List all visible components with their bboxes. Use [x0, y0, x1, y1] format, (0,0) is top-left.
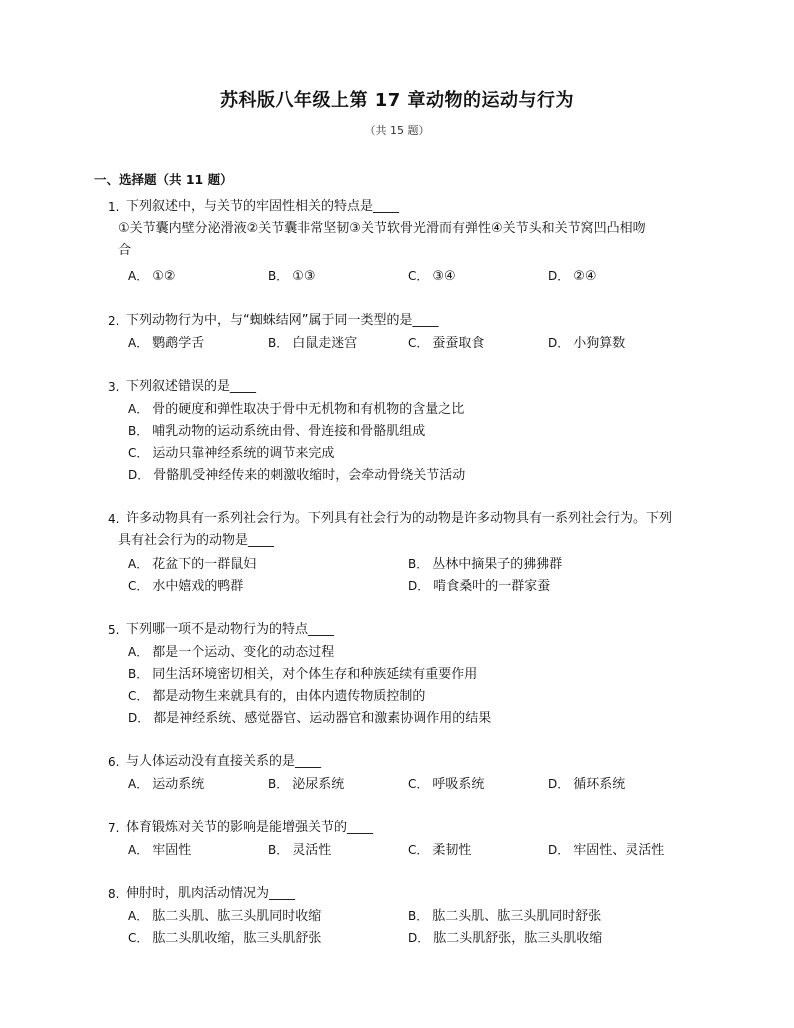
option-d: D． 循环系统 — [548, 777, 626, 792]
option-c: C． 蚕蚕取食 — [408, 336, 485, 351]
question-stem: 下列叙述错误的是____ — [126, 379, 257, 394]
option-c: C． 都是动物生来就具有的，由体内遗传物质控制的 — [128, 689, 426, 704]
option-b: B． 灵活性 — [268, 843, 332, 858]
option-b: B． 同生活环境密切相关，对个体生存和种族延续有重要作用 — [128, 667, 478, 682]
question-number: 1. — [108, 200, 120, 214]
option-d: D． 啃食桑叶的一群家蚕 — [408, 579, 551, 594]
question-5 — [108, 619, 718, 641]
option-b: B． 泌尿系统 — [268, 777, 345, 792]
option-c: C． 呼吸系统 — [408, 777, 485, 792]
question-7 — [108, 817, 718, 839]
question-count: （共 15 题） — [364, 124, 430, 137]
question-1 — [108, 196, 718, 262]
question-stem: 与人体运动没有直接关系的是____ — [126, 754, 322, 769]
option-a: A． 运动系统 — [128, 777, 205, 792]
question-stem: 下列动物行为中，与“蜘蛛结网”属于同一类型的是____ — [126, 313, 439, 328]
option-a: A． 牢固性 — [128, 843, 192, 858]
question-stem: 许多动物具有一系列社会行为。下列具有社会行为的动物是许多动物具有一系列社会行为。下列 — [126, 511, 673, 526]
question-6 — [108, 751, 718, 773]
option-a: A． 骨的硬度和弹性取决于骨中无机物和有机物的含量之比 — [128, 402, 465, 417]
question-number: 5. — [108, 623, 120, 637]
option-d: D． 都是神经系统、感觉器官、运动器官和激素协调作用的结果 — [128, 711, 492, 726]
question-stem-continued: 具有社会行为的动物是____ — [118, 533, 275, 548]
option-b: B． 丛林中摘果子的狒狒群 — [408, 557, 563, 572]
option-a: A． 花盆下的一群鼠妇 — [128, 557, 257, 572]
option-d: D． 小狗算数 — [548, 336, 626, 351]
question-3 — [108, 376, 718, 398]
option-b: B． 肱二头肌、肱三头肌同时舒张 — [408, 909, 602, 924]
question-stem-continued: ①关节囊内壁分泌滑液②关节囊非常坚韧③关节软骨光滑而有弹性④关节头和关节窝凹凸相吻 — [118, 221, 646, 236]
question-stem-continued: 合 — [118, 243, 132, 258]
question-stem: 下列叙述中，与关节的牢固性相关的特点是____ — [126, 199, 400, 214]
question-number: 4. — [108, 512, 120, 526]
option-d: D． 牢固性、灵活性 — [548, 843, 665, 858]
option-d: D． 骨骼肌受神经传来的刺激收缩时，会牵动骨绕关节活动 — [128, 468, 466, 483]
question-number: 3. — [108, 380, 120, 394]
question-number: 2. — [108, 314, 120, 328]
option-a: A． 肱二头肌、肱三头肌同时收缩 — [128, 909, 322, 924]
option-c: C． ③④ — [408, 269, 456, 284]
option-b: B． ①③ — [268, 269, 316, 284]
option-d: D． ②④ — [548, 269, 597, 284]
page-title: 苏科版八年级上第 17 章动物的运动与行为 — [219, 90, 575, 111]
question-4 — [108, 508, 718, 552]
option-a: A． ①② — [128, 269, 176, 284]
section-heading: 一、选择题（共 11 题） — [94, 172, 233, 187]
question-stem: 伸肘时，肌肉活动情况为____ — [126, 886, 296, 901]
question-8 — [108, 883, 718, 905]
question-2 — [108, 310, 718, 332]
option-a: A． 鹦鹉学舌 — [128, 336, 205, 351]
question-number: 8. — [108, 887, 120, 901]
option-b: B． 白鼠走迷宫 — [268, 336, 358, 351]
option-c: C． 柔韧性 — [408, 843, 472, 858]
option-c: C． 运动只靠神经系统的调节来完成 — [128, 446, 335, 461]
question-stem: 下列哪一项不是动物行为的特点____ — [126, 622, 335, 637]
question-number: 6. — [108, 755, 120, 769]
option-d: D． 肱二头肌舒张，肱三头肌收缩 — [408, 931, 603, 946]
question-number: 7. — [108, 821, 120, 835]
option-b: B． 哺乳动物的运动系统由骨、骨连接和骨骼肌组成 — [128, 424, 426, 439]
option-c: C． 水中嬉戏的鸭群 — [128, 579, 244, 594]
option-c: C． 肱二头肌收缩，肱三头肌舒张 — [128, 931, 322, 946]
option-a: A． 都是一个运动、变化的动态过程 — [128, 645, 335, 660]
question-stem: 体育锻炼对关节的影响是能增强关节的____ — [126, 820, 374, 835]
